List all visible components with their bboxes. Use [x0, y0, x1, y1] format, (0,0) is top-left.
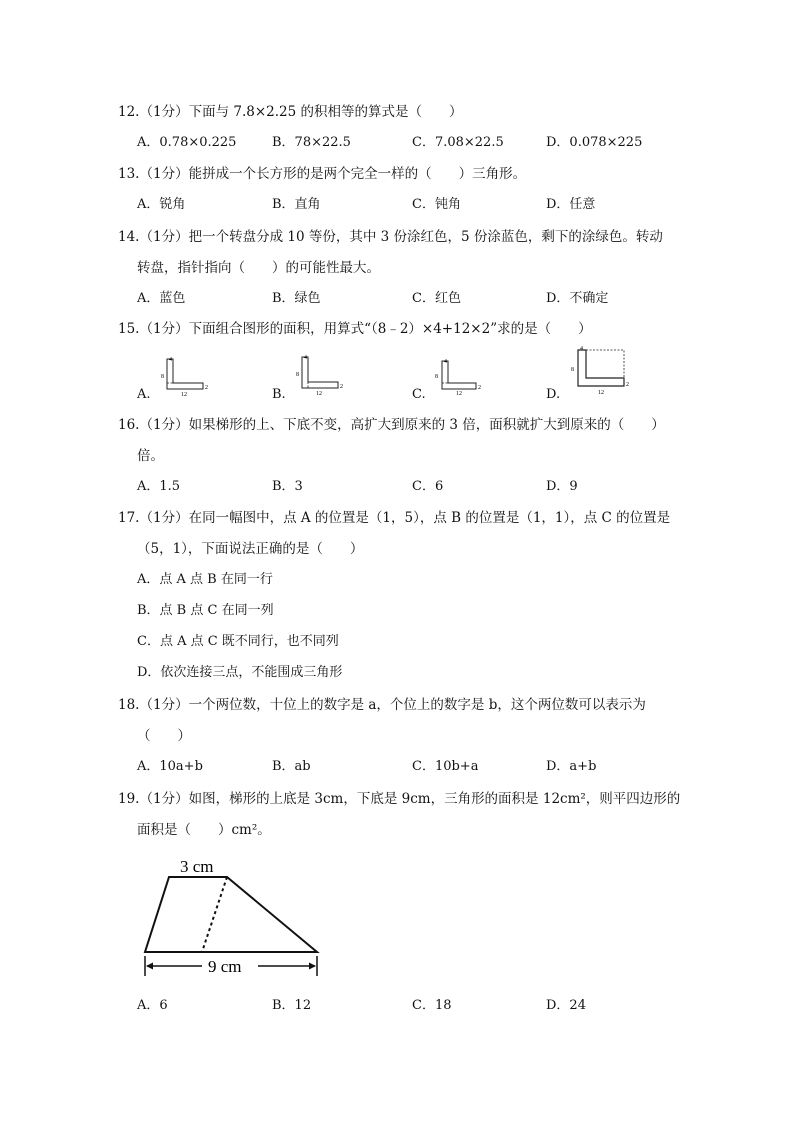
question-number: 13.	[118, 166, 140, 182]
question-17	[118, 509, 670, 527]
question-text-continued: 倍。	[137, 448, 164, 464]
option-d: D．0.078×225	[546, 135, 643, 150]
label-8: 8	[571, 367, 574, 373]
question-number: 15.	[118, 321, 140, 337]
question-18	[118, 696, 646, 714]
option-b: B．12	[272, 998, 312, 1013]
option-c: C．18	[412, 998, 452, 1013]
question-text: 下面组合图形的面积，用算式“（8﹣2）×4+12×2”求的是（ ）	[188, 321, 592, 337]
option-d: D．9	[546, 479, 578, 494]
question-15	[118, 320, 592, 338]
label-4: 4	[304, 355, 307, 361]
option-b: B．直角	[272, 197, 321, 212]
question-score: （1分）	[139, 417, 189, 433]
question-text: 把一个转盘分成 10 等份，其中 3 份涂红色，5 份涂蓝色，剩下的涂绿色。转动	[188, 229, 663, 245]
question-text: 如图，梯形的上底是 3cm，下底是 9cm，三角形的面积是 12cm²，则平四边形的	[188, 791, 681, 807]
l-shape-figure-a	[157, 356, 215, 396]
label-2: 2	[478, 385, 481, 391]
label-bottom-base: 9 cm	[208, 957, 242, 976]
option-a: A．点 A 点 B 在同一行	[137, 572, 273, 587]
question-19	[118, 790, 680, 808]
question-text: 如果梯形的上、下底不变，高扩大到原来的 3 倍，面积就扩大到原来的（ ）	[188, 417, 665, 433]
option-c: C．6	[412, 479, 444, 494]
question-text-continued: 转盘，指针指向（ ）的可能性最大。	[137, 260, 380, 276]
label-4: 4	[580, 346, 583, 352]
question-score: （1分）	[139, 510, 189, 526]
option-d: D．任意	[546, 197, 596, 212]
question-text-continued: （ ）	[137, 728, 191, 744]
question-text: 在同一幅图中，点 A 的位置是（1，5），点 B 的位置是（1，1），点 C 的位置是	[188, 510, 671, 526]
option-b: B．绿色	[272, 291, 321, 306]
label-4: 4	[444, 359, 447, 365]
label-8: 8	[435, 374, 438, 380]
option-c: C．点 A 点 C 既不同行，也不同列	[137, 634, 339, 649]
label-2: 2	[205, 385, 208, 391]
question-score: （1分）	[139, 697, 189, 713]
label-4: 4	[169, 357, 172, 363]
question-score: （1分）	[139, 104, 189, 120]
question-16	[118, 416, 665, 434]
question-score: （1分）	[139, 791, 189, 807]
option-b: B．点 B 点 C 在同一列	[137, 603, 274, 618]
option-b: B．3	[272, 479, 303, 494]
option-c: C.	[412, 387, 426, 402]
question-text: 能拼成一个长方形的是两个完全一样的（ ）三角形。	[188, 166, 527, 182]
question-score: （1分）	[139, 321, 189, 337]
l-shape-figure-c	[430, 358, 488, 396]
option-a: A．6	[137, 998, 168, 1013]
label-12: 12	[316, 391, 322, 396]
option-c: C．10b+a	[412, 759, 479, 774]
label-8: 8	[161, 374, 164, 380]
option-d: D．24	[546, 998, 586, 1013]
option-d: D．不确定	[546, 291, 609, 306]
option-a: A．蓝色	[137, 291, 186, 306]
l-shape-figure-b	[292, 354, 350, 396]
question-number: 17.	[118, 510, 140, 526]
option-d: D．依次连接三点，不能围成三角形	[137, 665, 343, 680]
question-number: 18.	[118, 697, 140, 713]
label-12: 12	[181, 392, 187, 396]
option-a: A.	[137, 387, 151, 402]
question-13	[118, 165, 526, 183]
option-d: D.	[546, 387, 561, 402]
label-12: 12	[456, 391, 462, 396]
option-a: A．锐角	[137, 197, 186, 212]
question-text: 下面与 7.8×2.25 的积相等的算式是（ ）	[188, 104, 463, 120]
question-14	[118, 228, 663, 246]
label-8: 8	[296, 372, 299, 378]
option-a: A．1.5	[137, 479, 181, 494]
label-top-base: 3 cm	[180, 857, 214, 876]
option-a: A．10a+b	[137, 759, 203, 774]
label-12: 12	[598, 390, 604, 396]
question-number: 16.	[118, 417, 140, 433]
question-text-continued: 面积是（ ）cm²。	[137, 822, 271, 838]
option-b: B.	[272, 387, 286, 402]
option-c: C．钝角	[412, 197, 461, 212]
l-shape-figure-d	[566, 346, 636, 396]
trapezoid-figure	[140, 852, 325, 982]
question-text-continued: （5，1），下面说法正确的是（ ）	[137, 541, 364, 557]
label-2: 2	[626, 382, 629, 388]
option-c: C．红色	[412, 291, 461, 306]
question-12	[118, 103, 463, 121]
option-c: C．7.08×22.5	[412, 135, 504, 150]
question-number: 14.	[118, 229, 140, 245]
label-2: 2	[340, 384, 343, 390]
question-text: 一个两位数，十位上的数字是 a，个位上的数字是 b，这个两位数可以表示为	[188, 697, 646, 713]
option-b: B．78×22.5	[272, 135, 351, 150]
question-score: （1分）	[139, 166, 189, 182]
option-d: D．a+b	[546, 759, 597, 774]
question-number: 19.	[118, 791, 140, 807]
option-a: A．0.78×0.225	[137, 135, 237, 150]
question-number: 12.	[118, 104, 140, 120]
option-b: B．ab	[272, 759, 311, 774]
question-score: （1分）	[139, 229, 189, 245]
